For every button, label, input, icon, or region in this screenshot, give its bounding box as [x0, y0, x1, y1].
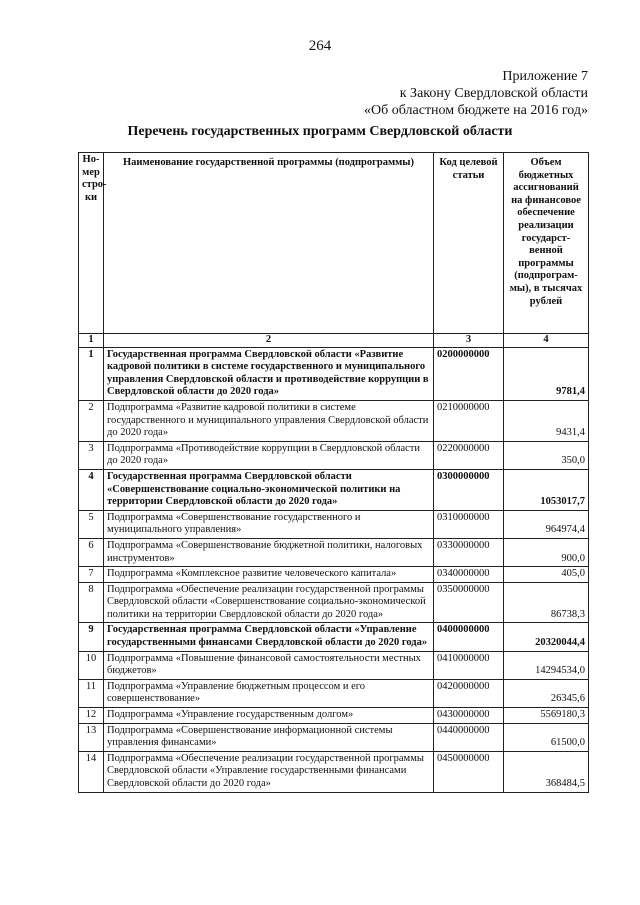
target-code: 0210000000 — [434, 400, 504, 441]
table-row — [79, 567, 589, 583]
target-code: 0430000000 — [434, 708, 504, 724]
table-row — [79, 623, 589, 651]
programs-table — [78, 152, 589, 793]
table-row — [79, 538, 589, 566]
budget-amount: 964974,4 — [504, 510, 589, 538]
column-number-3: 3 — [434, 334, 504, 348]
program-name: Подпрограмма «Противодействие коррупции в Свердловской области до 2020 года» — [104, 441, 434, 469]
table-row — [79, 347, 589, 400]
program-name: Государственная программа Свердловской области «Управление государственными финансами Свердловской области до 2020 года» — [104, 623, 434, 651]
target-code: 0350000000 — [434, 582, 504, 623]
target-code: 0400000000 — [434, 623, 504, 651]
budget-amount: 368484,5 — [504, 751, 589, 792]
program-name: Подпрограмма «Совершенствование бюджетной политики, налоговых инструментов» — [104, 538, 434, 566]
target-code: 0410000000 — [434, 651, 504, 679]
row-number: 8 — [79, 582, 104, 623]
appendix-line-2: к Закону Свердловской области — [399, 86, 588, 101]
program-name: Подпрограмма «Обеспечение реализации государственной программы Свердловской области «Управление государственными финансами Свердловской области до 2020 года» — [104, 751, 434, 792]
header-row-number: Но-мер стро-ки — [79, 153, 104, 334]
budget-amount: 9431,4 — [504, 400, 589, 441]
row-number: 10 — [79, 651, 104, 679]
row-number: 2 — [79, 400, 104, 441]
appendix-line-1: Приложение 7 — [502, 69, 588, 84]
row-number: 14 — [79, 751, 104, 792]
program-name: Подпрограмма «Управление бюджетным процессом и его совершенствование» — [104, 679, 434, 707]
row-number: 3 — [79, 441, 104, 469]
target-code: 0440000000 — [434, 723, 504, 751]
budget-amount: 14294534,0 — [504, 651, 589, 679]
appendix-line-3: «Об областном бюджете на 2016 год» — [364, 103, 588, 118]
header-target-code: Код целевой статьи — [434, 153, 504, 334]
target-code: 0310000000 — [434, 510, 504, 538]
budget-amount: 9781,4 — [504, 347, 589, 400]
column-number-4: 4 — [504, 334, 589, 348]
row-number: 7 — [79, 567, 104, 583]
table-row — [79, 708, 589, 724]
row-number: 9 — [79, 623, 104, 651]
table-row — [79, 723, 589, 751]
table-row — [79, 751, 589, 792]
appendix-note — [364, 68, 588, 119]
budget-amount: 1053017,7 — [504, 469, 589, 510]
target-code: 0300000000 — [434, 469, 504, 510]
program-name: Государственная программа Свердловской области «Развитие кадровой политики в системе государственного и муниципального управления Свердловской области и противодействие коррупции в Свердловской области до 2020 года» — [104, 347, 434, 400]
budget-amount: 405,0 — [504, 567, 589, 583]
target-code: 0220000000 — [434, 441, 504, 469]
row-number: 1 — [79, 347, 104, 400]
column-numbers-row — [79, 334, 589, 348]
program-name: Подпрограмма «Управление государственным долгом» — [104, 708, 434, 724]
program-name: Подпрограмма «Комплексное развитие человеческого капитала» — [104, 567, 434, 583]
budget-amount: 86738,3 — [504, 582, 589, 623]
budget-amount: 5569180,3 — [504, 708, 589, 724]
row-number: 5 — [79, 510, 104, 538]
budget-amount: 61500,0 — [504, 723, 589, 751]
table-row — [79, 441, 589, 469]
budget-amount: 350,0 — [504, 441, 589, 469]
target-code: 0450000000 — [434, 751, 504, 792]
budget-amount: 900,0 — [504, 538, 589, 566]
row-number: 4 — [79, 469, 104, 510]
budget-amount: 26345,6 — [504, 679, 589, 707]
target-code: 0340000000 — [434, 567, 504, 583]
row-number: 11 — [79, 679, 104, 707]
header-budget-volume: Объем бюджетных ассигнований на финансовое обеспечение реализации государст-венной программы (подпрограм-мы), в тысячах рублей — [504, 153, 589, 334]
target-code: 0330000000 — [434, 538, 504, 566]
program-name: Подпрограмма «Совершенствование информационной системы управления финансами» — [104, 723, 434, 751]
program-name: Подпрограмма «Совершенствование государственного и муниципального управления» — [104, 510, 434, 538]
table-row — [79, 400, 589, 441]
table-row — [79, 469, 589, 510]
table-row — [79, 651, 589, 679]
target-code: 0420000000 — [434, 679, 504, 707]
row-number: 12 — [79, 708, 104, 724]
target-code: 0200000000 — [434, 347, 504, 400]
budget-amount: 20320044,4 — [504, 623, 589, 651]
header-program-name: Наименование государственной программы (подпрограммы) — [104, 153, 434, 334]
table-header-row — [79, 153, 589, 334]
page-number: 264 — [308, 38, 332, 54]
program-name: Подпрограмма «Развитие кадровой политики в системе государственного и муниципального управления Свердловской области до 2020 года» — [104, 400, 434, 441]
table-row — [79, 510, 589, 538]
table-row — [79, 679, 589, 707]
program-name: Государственная программа Свердловской области «Совершенствование социально-экономической политики на территории Свердловской области до 2020 года» — [104, 469, 434, 510]
program-name: Подпрограмма «Обеспечение реализации государственной программы Свердловской области «Совершенствование социально-экономической политики на территории Свердловской области до 2020 года» — [104, 582, 434, 623]
row-number: 6 — [79, 538, 104, 566]
column-number-1: 1 — [79, 334, 104, 348]
row-number: 13 — [79, 723, 104, 751]
table-row — [79, 582, 589, 623]
program-name: Подпрограмма «Повышение финансовой самостоятельности местных бюджетов» — [104, 651, 434, 679]
column-number-2: 2 — [104, 334, 434, 348]
document-title: Перечень государственных программ Свердловской области — [127, 124, 513, 139]
